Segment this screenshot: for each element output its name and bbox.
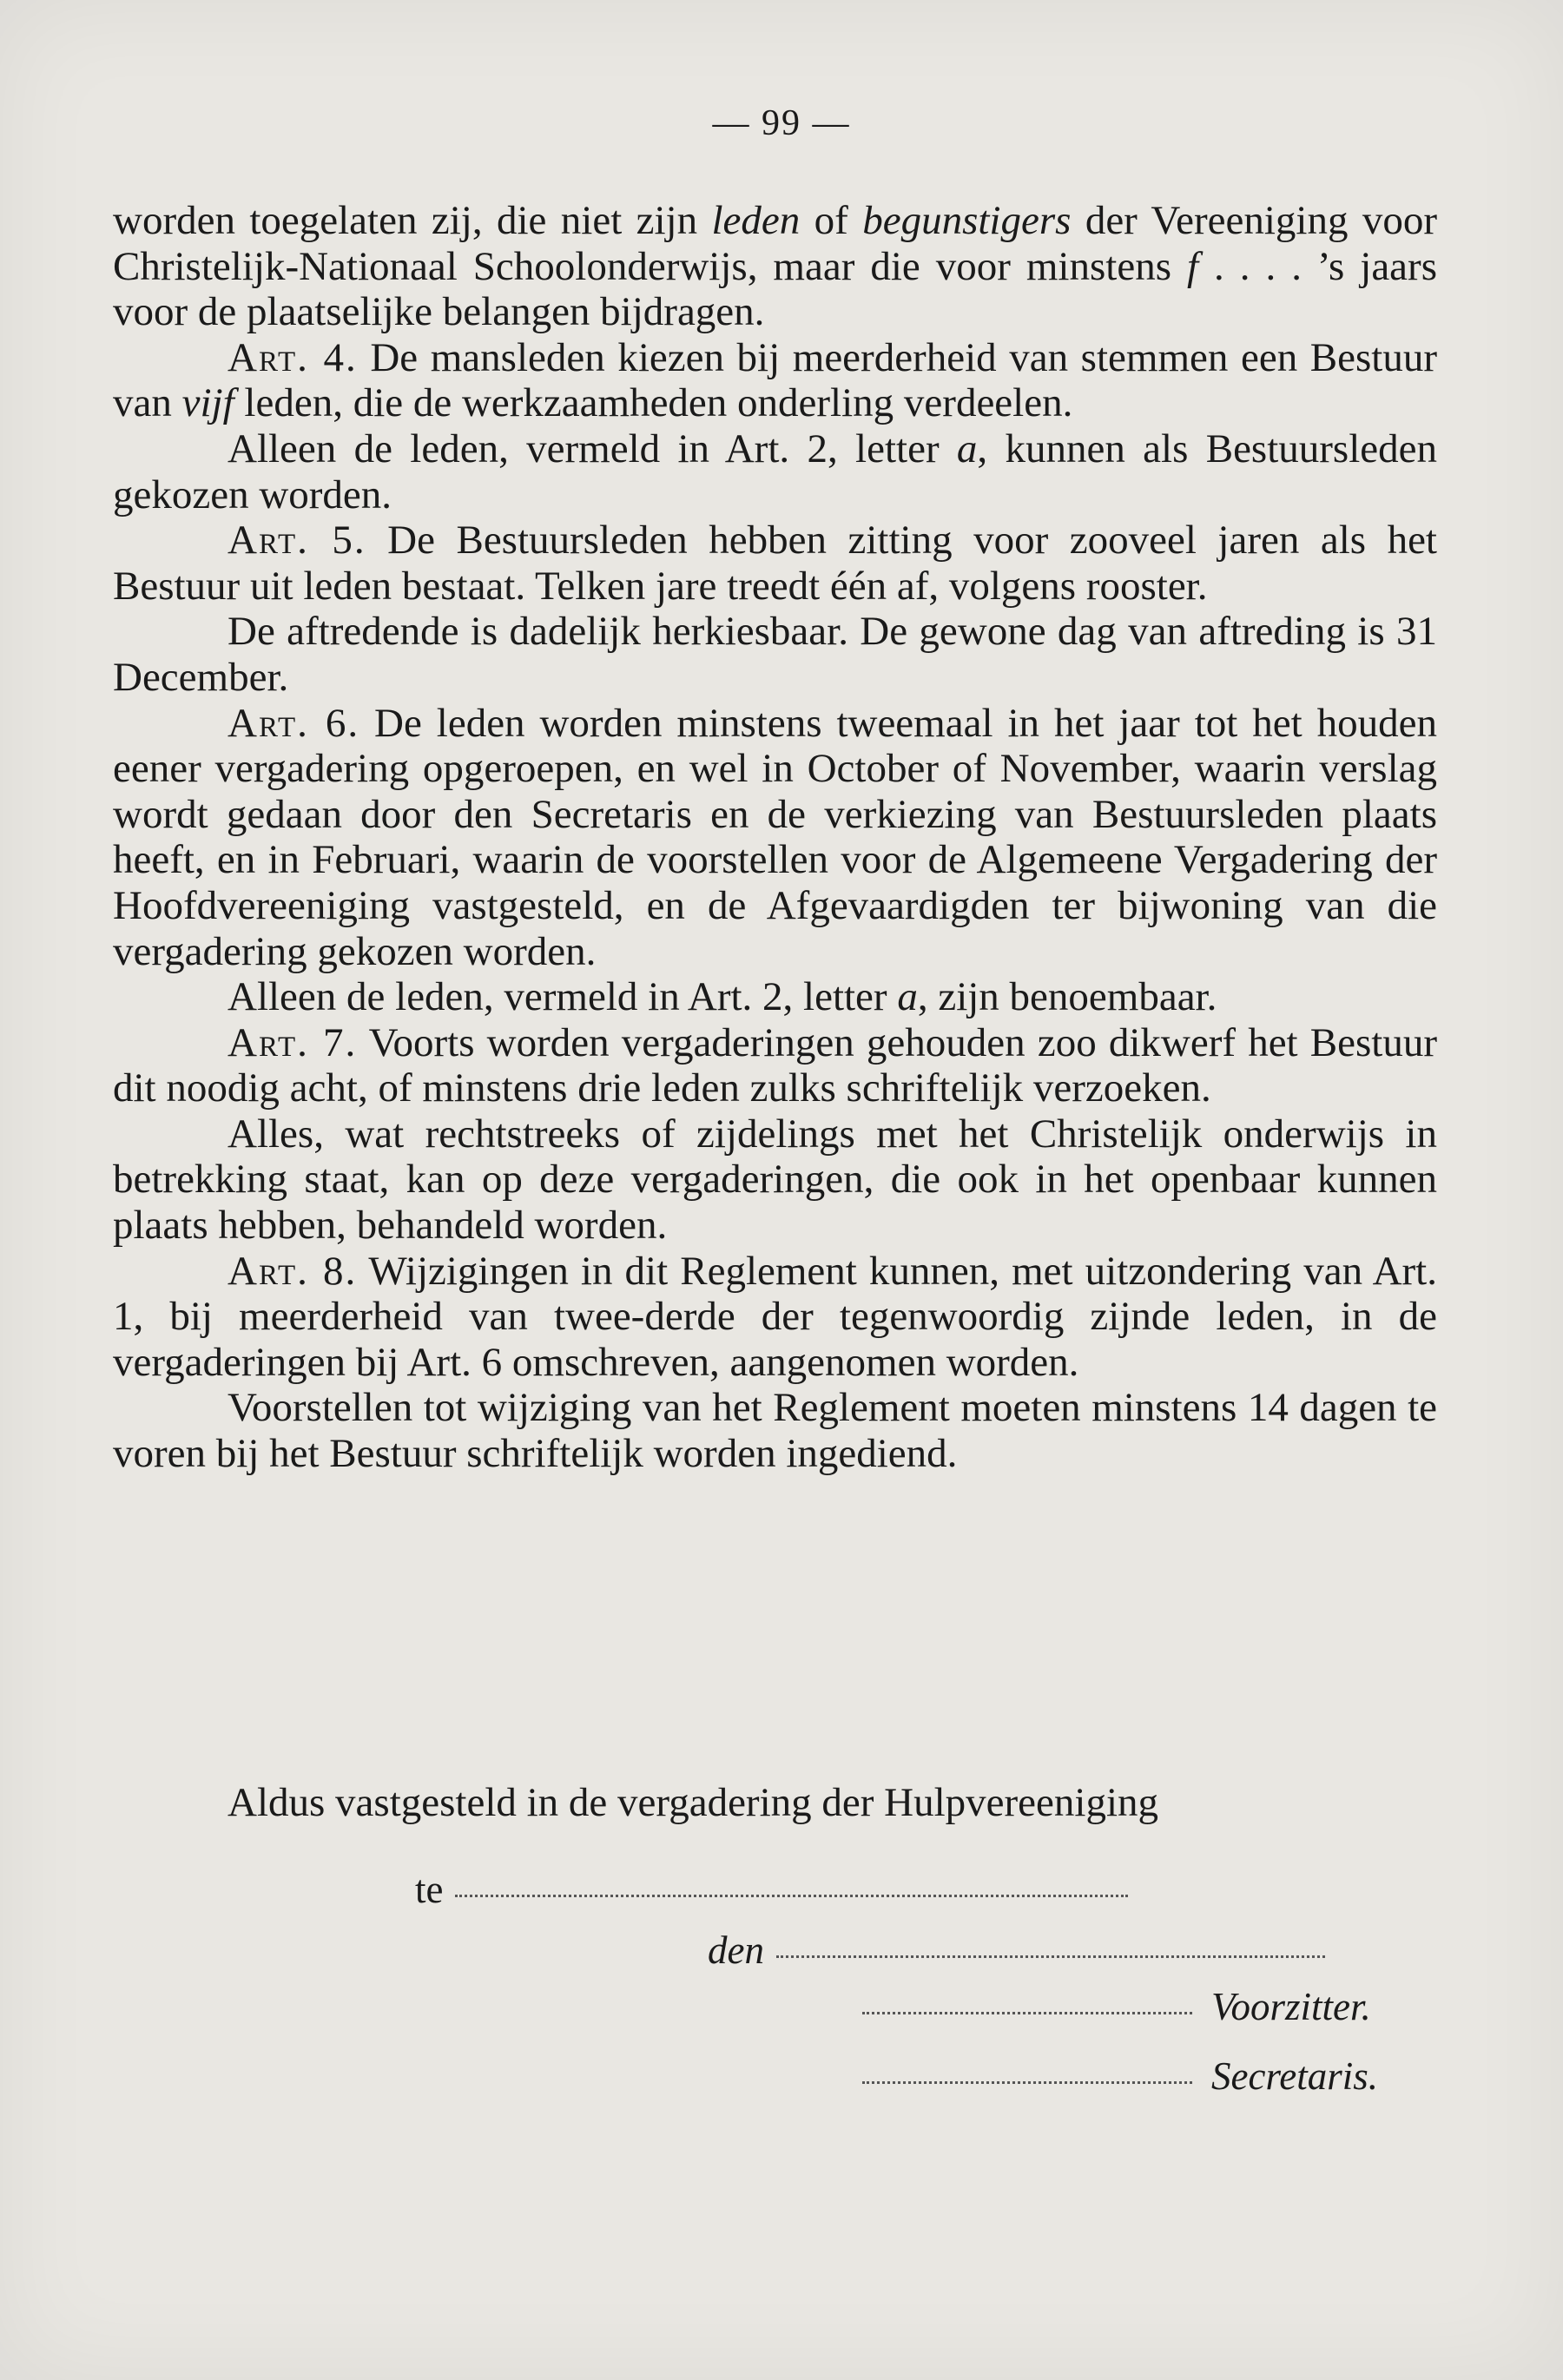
paragraph-text: worden toegelaten zij, die niet zijn — [113, 198, 712, 243]
paragraph-text: Voorstellen tot wijziging van het Reglement moeten minstens 14 dagen te voren bij het Bestuur schriftelijk worden ingediend. — [113, 1385, 1437, 1477]
date-label: den — [708, 1928, 764, 1972]
paragraph — [113, 609, 1437, 700]
paragraph — [113, 518, 1437, 609]
paragraph-text: Voorts worden vergaderingen gehouden zoo dikwerf het Bestuur dit noodig acht, of minstens drie leden zulks schriftelijk verzoeken. — [113, 1019, 1437, 1111]
paragraph-text: Wijzigingen in dit Reglement kunnen, met uitzondering van Art. 1, bij meerderheid van twee-derde der tegenwoordig zijnde leden, in de vergaderingen bij Art. 6 omschreven, aangenomen worden. — [113, 1248, 1437, 1385]
paragraph-text: Alleen de leden, vermeld in Art. 2, letter — [228, 974, 898, 1020]
place-blank — [455, 1894, 1128, 1897]
paragraph — [113, 198, 1437, 335]
chairman-signature-line — [862, 1984, 1371, 2029]
secretary-label: Secretaris. — [1211, 2054, 1379, 2098]
body-text — [113, 198, 1437, 1477]
italic-text: vijf — [181, 380, 234, 426]
page-number: — 99 — — [712, 103, 851, 143]
paragraph-text: leden, die de werkzaamheden onderling verdeelen. — [234, 380, 1073, 426]
article-label: Art. 7. — [228, 1019, 358, 1065]
date-blank — [776, 1955, 1325, 1958]
paragraph-text: De Bestuursleden hebben zitting voor zooveel jaren als het Bestuur uit leden bestaat. Telken jare treedt één af, volgens rooster. — [113, 518, 1437, 609]
paragraph-text: Alles, wat rechtstreeks of zijdelings met het Christelijk onderwijs in betrekking staat, kan op deze vergaderingen, die ook in het openbaar kunnen plaats hebben, behandeld worden. — [113, 1111, 1437, 1249]
paragraph-text: , kunnen als Bestuursleden gekozen worden. — [113, 425, 1437, 518]
date-line — [708, 1928, 1325, 1973]
italic-text: f — [1186, 243, 1199, 289]
place-label: te — [415, 1868, 444, 1911]
paragraph — [113, 974, 1437, 1020]
paragraph — [113, 1385, 1437, 1476]
paragraph-text: of — [800, 198, 863, 243]
paragraph-text: . . . . ’s jaars voor de plaatselijke belangen bijdragen. — [113, 243, 1437, 335]
paragraph — [113, 1249, 1437, 1386]
article-label: Art. 6. — [228, 700, 360, 746]
article-label: Art. 4. — [228, 334, 358, 380]
chairman-blank — [862, 2011, 1192, 2014]
place-line — [415, 1867, 1128, 1912]
article-label: Art. 8. — [228, 1248, 358, 1294]
paragraph-text: De leden worden minstens tweemaal in het jaar tot het houden eener vergadering opgeroepen, en wel in October of November, waarin verslag wordt gedaan door den Secretaris en de verkiezing van Bestuursleden plaats heeft, en in Februari, waarin de voorstellen voor de Algemeene Vergadering der Hoofdvereeniging vastgesteld, en de Afgevaardigden ter bijwoning van die vergadering gekozen worden. — [113, 700, 1437, 974]
chairman-label: Voorzitter. — [1211, 1985, 1371, 2028]
paragraph-text: De mansleden kiezen bij meerderheid van stemmen een Bestuur van — [113, 334, 1437, 426]
italic-text: a — [956, 425, 978, 471]
paragraph — [113, 1020, 1437, 1111]
paragraph-text: , zijn benoembaar. — [917, 974, 1217, 1020]
paragraph — [113, 1111, 1437, 1249]
italic-text: a — [897, 974, 918, 1020]
paragraph — [113, 701, 1437, 975]
paragraph-text: Alleen de leden, vermeld in Art. 2, letter — [228, 425, 957, 471]
secretary-signature-line — [862, 2054, 1378, 2099]
paragraph-text: De aftredende is dadelijk herkiesbaar. De gewone dag van aftreding is 31 December. — [113, 609, 1437, 700]
closing-statement: Aldus vastgesteld in de vergadering der Hulpvereeniging — [228, 1780, 1159, 1825]
italic-text: leden — [711, 198, 801, 243]
paragraph-text: der Vereeniging voor Christelijk-Nationaal Schoolonderwijs, maar die voor minstens — [113, 198, 1437, 289]
italic-text: begunstigers — [862, 198, 1072, 243]
article-label: Art. 5. — [228, 518, 366, 564]
secretary-blank — [862, 2080, 1192, 2084]
paragraph — [113, 335, 1437, 426]
paragraph — [113, 426, 1437, 518]
